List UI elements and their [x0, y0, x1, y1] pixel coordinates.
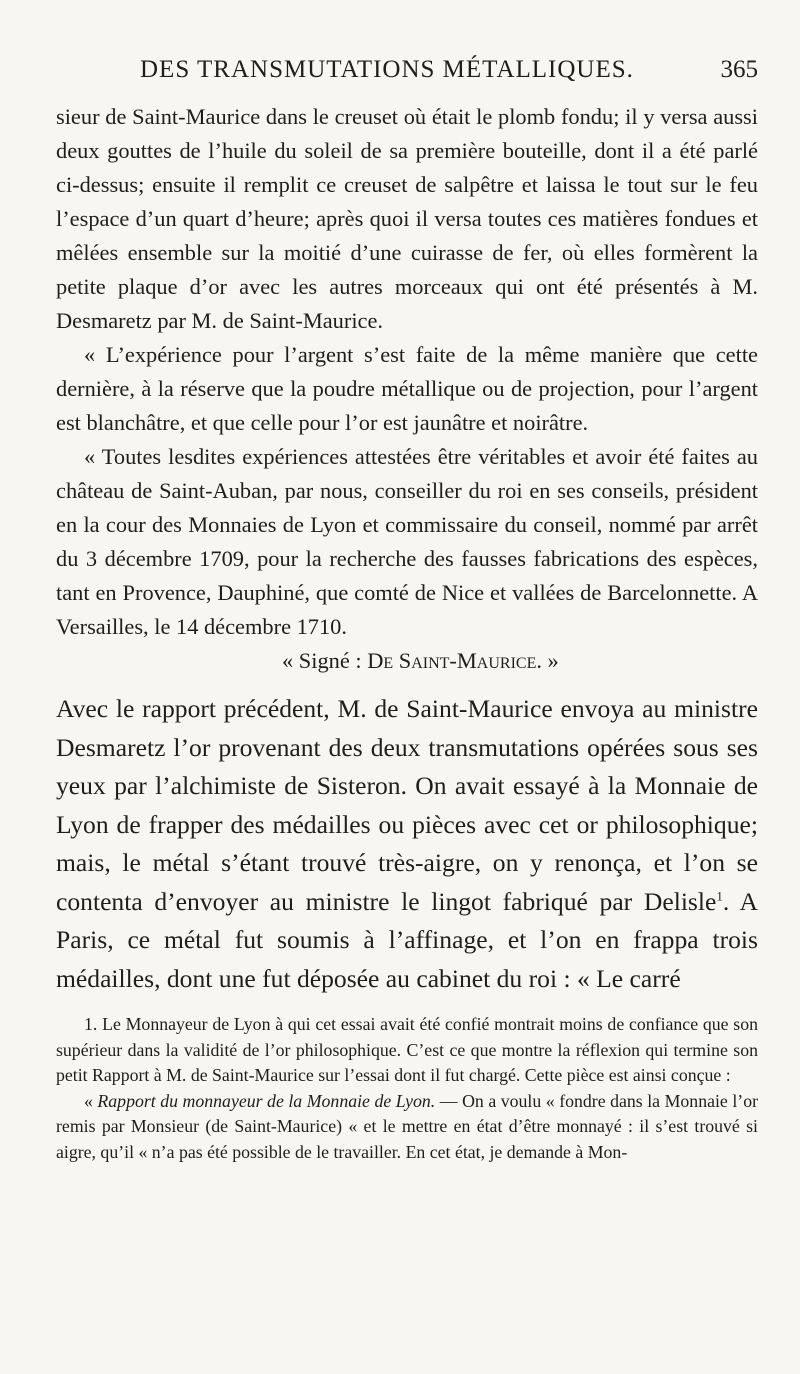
running-header — [140, 56, 758, 96]
quoted-paragraph: sieur de Saint-Maurice dans le creuset où était le plomb fondu; il y versa aussi deux gouttes de l’huile du soleil de sa première bouteille, dont il a été parlé ci-dessus; ensuite il remplit ce creuset de salpêtre et laissa le tout sur le feu l’espace d’un quart d’heure; après quoi il versa toutes ces matières fondues et mêlées ensemble sur la moitié d’une cuirasse de fer, où elles formèrent la petite plaque d’or avec les autres morceaux qui ont été présentés à M. Desmaretz par M. de Saint-Maurice. — [56, 104, 758, 333]
quoted-report — [56, 100, 758, 678]
main-text-part: Avec le rapport précédent, M. de Saint-Maurice envoya au ministre Desmaretz l’or provenant des deux transmutations opérées sous ses yeux par l’alchimiste de Sisteron. On avait essayé à la Monnaie de Lyon de frapper des médailles ou pièces avec cet or philosophique; mais, le métal s’étant trouvé très-aigre, on y renonça, et l’on se contenta d’envoyer au ministre le lingot fabriqué par Delisle — [56, 694, 758, 916]
footnote: 1. Le Monnayeur de Lyon à qui cet essai avait été confié montrait moins de confiance que son supérieur dans la validité de l’or philosophique. C’est ce que montre la réflexion qui termine son petit Rapport à M. de Saint-Maurice sur l’essai dont il fut chargé. Cette pièce est ainsi conçue : — [56, 1014, 758, 1085]
body-text — [56, 100, 758, 1165]
footnote-quote-text: — On a voulu « fondre dans la Monnaie l’or remis par Monsieur (de Saint-Maurice) « et le mettre en état d’être monnayé : il s’est trouvé si aigre, qu’il « n’a pas été possible de le travailler. En cet état, je demande à Mon- — [56, 1090, 759, 1162]
signature-suffix: . » — [536, 648, 559, 673]
quoted-paragraph: « L’expérience pour l’argent s’est faite de la même manière que cette dernière, à la réserve que la poudre métallique ou de projection, pour l’argent est blanchâtre, et que celle pour l’or est jaunâtre et noirâtre. — [56, 342, 758, 435]
running-title: DES TRANSMUTATIONS MÉTALLIQUES. — [140, 56, 634, 83]
quoted-paragraph: « Toutes lesdites expériences attestées être véritables et avoir été faites au château de Saint-Auban, par nous, conseiller du roi en ses conseils, président en la cour des Monnaies de Lyon et commissaire du conseil, nommé par arrêt du 3 décembre 1709, pour la recherche des fausses fabrications des espèces, tant en Provence, Dauphiné, que comté de Nice et vallées de Barcelonnette. A Versailles, le 14 décembre 1710. — [56, 444, 758, 639]
page-number: 365 — [720, 56, 758, 83]
footnotes — [56, 1012, 758, 1165]
signature-prefix: « Signé : — [282, 648, 368, 673]
main-paragraph — [56, 690, 758, 998]
main-text-part: . A Paris, ce métal fut soumis à l’affinage, et l’on en frappa trois médailles, dont une fut déposée au cabinet du roi : « Le carré — [56, 886, 758, 993]
footnote-quote-title: Rapport du monnayeur de la Monnaie de Lyon. — [97, 1090, 436, 1111]
footnote-reference: 1 — [716, 887, 723, 903]
footnote-quote-open: « — [84, 1090, 98, 1111]
signature-line — [56, 644, 758, 678]
signature-name: De Saint-Maurice — [367, 648, 537, 673]
footnote-quote — [56, 1089, 758, 1166]
main-text — [56, 690, 758, 998]
